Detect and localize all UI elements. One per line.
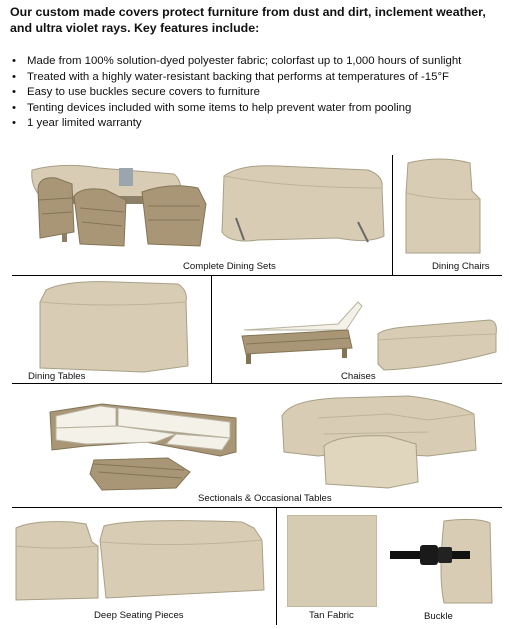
feature-item: • Easy to use buckles secure covers to furniture xyxy=(10,85,461,101)
caption-dining-chairs: Dining Chairs xyxy=(432,261,490,272)
covered-deep-seating-image xyxy=(12,518,268,604)
covered-sectional-image xyxy=(278,394,478,492)
wicker-chaise-image xyxy=(238,296,364,368)
caption-sectionals: Sectionals & Occasional Tables xyxy=(198,493,332,504)
wicker-sectional-image xyxy=(46,398,240,494)
covered-dining-chair-image xyxy=(400,157,484,255)
covered-dining-set-image xyxy=(218,162,386,248)
divider xyxy=(12,275,502,276)
intro-text: Our custom made covers protect furniture from dust and dirt, inclement weather, and ultra violet rays. Key features include: xyxy=(10,5,486,35)
divider xyxy=(12,383,502,384)
wicker-dining-set-image xyxy=(24,160,214,255)
caption-deep-seating: Deep Seating Pieces xyxy=(94,610,184,621)
buckle-image xyxy=(386,515,498,605)
caption-buckle: Buckle xyxy=(424,611,453,622)
divider xyxy=(276,507,277,625)
covered-chaise-image xyxy=(376,314,500,372)
caption-dining-tables: Dining Tables xyxy=(28,371,86,382)
caption-complete-dining-sets: Complete Dining Sets xyxy=(183,261,276,272)
feature-list xyxy=(10,54,461,132)
feature-item: • Tenting devices included with some items to help prevent water from pooling xyxy=(10,101,461,117)
divider xyxy=(12,507,502,508)
feature-item: • Made from 100% solution-dyed polyester fabric; colorfast up to 1,000 hours of sunlight xyxy=(10,54,461,70)
caption-tan-fabric: Tan Fabric xyxy=(309,610,354,621)
caption-chaises: Chaises xyxy=(341,371,376,382)
divider xyxy=(392,155,393,275)
feature-item: • 1 year limited warranty xyxy=(10,116,461,132)
feature-item: • Treated with a highly water-resistant backing that performs at temperatures of -15°F xyxy=(10,70,461,86)
covered-dining-table-image xyxy=(36,280,192,375)
tan-fabric-swatch xyxy=(287,515,377,607)
divider xyxy=(211,275,212,383)
